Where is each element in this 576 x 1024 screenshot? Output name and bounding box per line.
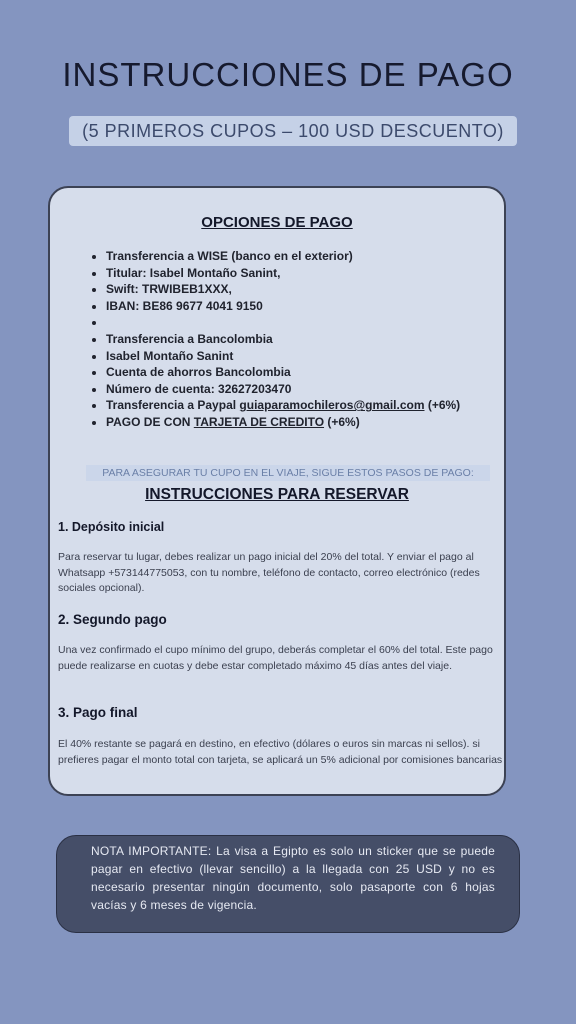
payment-options-list bbox=[92, 248, 496, 431]
option-item-paypal bbox=[106, 397, 496, 414]
step-2-title: 2. Segundo pago bbox=[58, 612, 167, 627]
option-item-empty bbox=[106, 314, 496, 331]
paypal-prefix: Transferencia a Paypal bbox=[106, 398, 240, 413]
discount-subtitle: (5 PRIMEROS CUPOS – 100 USD DESCUENTO) bbox=[69, 116, 517, 146]
payment-card bbox=[48, 186, 506, 796]
step-3-title: 3. Pago final bbox=[58, 705, 138, 720]
payment-options-heading: OPCIONES DE PAGO bbox=[201, 214, 353, 231]
step-1-title: 1. Depósito inicial bbox=[58, 520, 165, 534]
page-title: INSTRUCCIONES DE PAGO bbox=[62, 56, 514, 93]
option-item: • Cuenta de ahorros Bancolombia bbox=[106, 364, 496, 381]
important-note-box bbox=[56, 835, 520, 933]
option-item: • Número de cuenta: 32627203470 bbox=[106, 381, 496, 398]
reserve-instructions-heading: INSTRUCCIONES PARA RESERVAR bbox=[145, 486, 409, 503]
option-item: • Titular: Isabel Montaño Sanint, bbox=[106, 265, 496, 282]
option-item: • IBAN: BE86 9677 4041 9150 bbox=[106, 298, 496, 315]
option-item: • Transferencia a Bancolombia bbox=[106, 331, 496, 348]
secure-spot-note: PARA ASEGURAR TU CUPO EN EL VIAJE, SIGUE ESTOS PASOS DE PAGO: bbox=[86, 465, 490, 481]
important-note-text: NOTA IMPORTANTE: La visa a Egipto es solo un sticker que se puede pagar en efectivo (llevar sencillo) a la llegada con 25 USD y no es necesario presentar ningún documento, solo pasaporte con 6 hojas vacías y 6 meses de vigencia. bbox=[91, 844, 495, 912]
paypal-email-link[interactable]: guiaparamochileros@gmail.com bbox=[239, 398, 425, 413]
card-suffix: (+6%) bbox=[324, 414, 360, 429]
option-item: • Transferencia a WISE (banco en el exterior) bbox=[106, 248, 496, 265]
option-item: • Swift: TRWIBEB1XXX, bbox=[106, 281, 496, 298]
step-3-body: El 40% restante se pagará en destino, en efectivo (dólares o euros sin marcas ni sellos). si prefieres pagar el monto total con tarjeta, se aplicará un 5% adicional por comisiones bancarias bbox=[58, 738, 503, 766]
card-prefix: PAGO DE CON bbox=[106, 414, 194, 429]
option-item-card bbox=[106, 414, 496, 431]
credit-card-link[interactable]: TARJETA DE CREDITO bbox=[193, 414, 325, 429]
option-item: • Isabel Montaño Sanint bbox=[106, 348, 496, 365]
paypal-suffix: (+6%) bbox=[424, 398, 461, 413]
step-1-body: Para reservar tu lugar, debes realizar un pago inicial del 20% del total. Y enviar el pago al Whatsapp +573144775053, con tu nombre, teléfono de contacto, correo electrónico (redes sociales opcional). bbox=[58, 551, 480, 594]
step-2-body: Una vez confirmado el cupo mínimo del grupo, deberás completar el 60% del total. Este pago puede realizarse en cuotas y debe estar completado máximo 45 días antes del viaje. bbox=[58, 644, 493, 672]
